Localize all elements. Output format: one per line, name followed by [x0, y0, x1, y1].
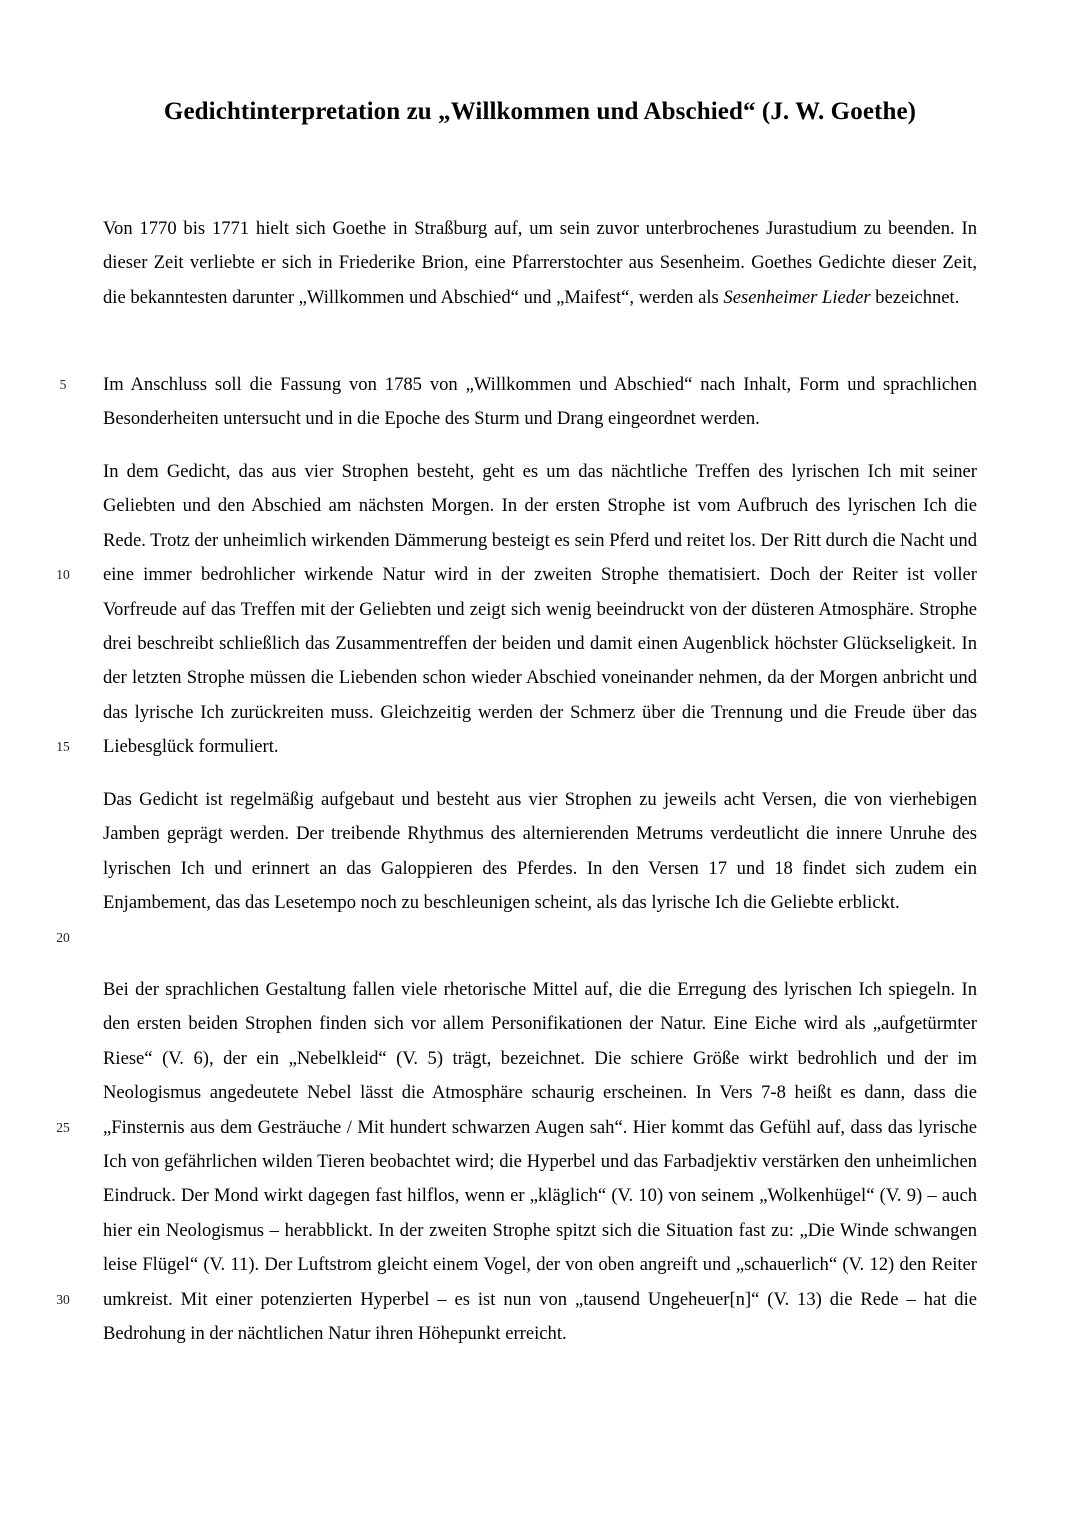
paragraph-intro: [103, 212, 977, 315]
line-number: 10: [56, 567, 70, 582]
paragraph-intro-italic: Sesenheimer Lieder: [723, 286, 871, 308]
paragraph-content: In dem Gedicht, das aus vier Strophen besteht, geht es um das nächtliche Treffen des lyrischen Ich mit seiner Geliebten und den Abschied am nächsten Morgen. In der ersten Strophe ist vom Aufbruch des lyrischen Ich die Rede. Trotz der unheimlich wirkenden Dämmerung besteigt es sein Pferd und reitet los. Der Ritt durch die Nacht und eine immer bedrohlicher wirkende Natur wird in der zweiten Strophe thematisiert. Doch der Reiter ist voller Vorfreude auf das Treffen mit der Geliebten und zeigt sich wenig beeindruckt von der düsteren Atmosphäre. Strophe drei beschreibt schließlich das Zusammentreffen der beiden und damit einen Augenblick höchster Glückseligkeit. In der letzten Strophe müssen die Liebenden schon wieder Abschied voneinander nehmen, da der Morgen anbricht und das lyrische Ich zurückreiten muss. Gleichzeitig werden der Schmerz über die Trennung und die Freude über das Liebesglück formuliert.: [103, 461, 977, 758]
paragraph-intro-end: bezeichnet.: [870, 286, 960, 308]
document-title: Gedichtinterpretation zu „Willkommen und Abschied“ (J. W. Goethe): [163, 98, 917, 125]
paragraph-intro-text: Von 1770 bis 1771 hielt sich Goethe in Straßburg auf, um sein zuvor unterbrochenes Jurastudium zu beenden. In dieser Zeit verliebte er sich in Friederike Brion, eine Pfarrerstochter aus Sesenheim. Goethes Gedichte dieser Zeit, die bekanntesten darunter „Willkommen und Abschied“ und „Maifest“, werden als: [103, 218, 977, 308]
line-number: 30: [56, 1292, 70, 1307]
paragraph-announcement: Im Anschluss soll die Fassung von 1785 von „Willkommen und Abschied“ nach Inhalt, Form und sprachlichen Besonderheiten untersucht und in die Epoche des Sturm und Drang eingeordnet werden.: [103, 374, 977, 430]
paragraph-form: Das Gedicht ist regelmäßig aufgebaut und besteht aus vier Strophen zu jeweils acht Versen, die von vierhebigen Jamben geprägt werden. Der treibende Rhythmus des alternierenden Metrums verdeutlicht die innere Unruhe des lyrischen Ich und erinnert an das Galoppieren des Pferdes. In den Versen 17 und 18 findet sich zudem ein Enjambement, das das Lesetempo noch zu beschleunigen scheint, als das lyrische Ich die Geliebte erblickt.: [103, 789, 977, 914]
line-number: 25: [56, 1120, 70, 1135]
line-number: 15: [56, 739, 70, 754]
line-number: 20: [56, 930, 70, 945]
line-number: 5: [59, 377, 67, 392]
paragraph-language: Bei der sprachlichen Gestaltung fallen viele rhetorische Mittel auf, die die Erregung des lyrischen Ich spiegeln. In den ersten beiden Strophen finden sich vor allem Personifikationen der Natur. Eine Eiche wird als „aufgetürmter Riese“ (V. 6), der ein „Nebelkleid“ (V. 5) trägt, bezeichnet. Die schiere Größe wirkt bedrohlich und der im Neologismus angedeutete Nebel lässt die Atmosphäre schaurig erscheinen. In Vers 7-8 heißt es dann, dass die „Finsternis aus dem Gesträuche / Mit hundert schwarzen Augen sah“. Hier kommt das Gefühl auf, dass das lyrische Ich von gefährlichen wilden Tieren beobachtet wird; die Hyperbel und das Farbadjektiv verstärken den unheimlichen Eindruck. Der Mond wirkt dagegen fast hilflos, wenn er „kläglich“ (V. 10) von seinem „Wolkenhügel“ (V. 9) – auch hier ein Neologismus – herabblickt. In der zweiten Strophe spitzt sich die Situation fast zu: „Die Winde schwangen leise Flügel“ (V. 11). Der Luftstrom gleicht einem Vogel, der von oben angreift und „schauerlich“ (V. 12) den Reiter umkreist. Mit einer potenzierten Hyperbel – es ist nun von „tausend Ungeheuer[n]“ (V. 13) die Rede – hat die Bedrohung in der nächtlichen Natur ihren Höhepunkt erreicht.: [103, 979, 977, 1345]
